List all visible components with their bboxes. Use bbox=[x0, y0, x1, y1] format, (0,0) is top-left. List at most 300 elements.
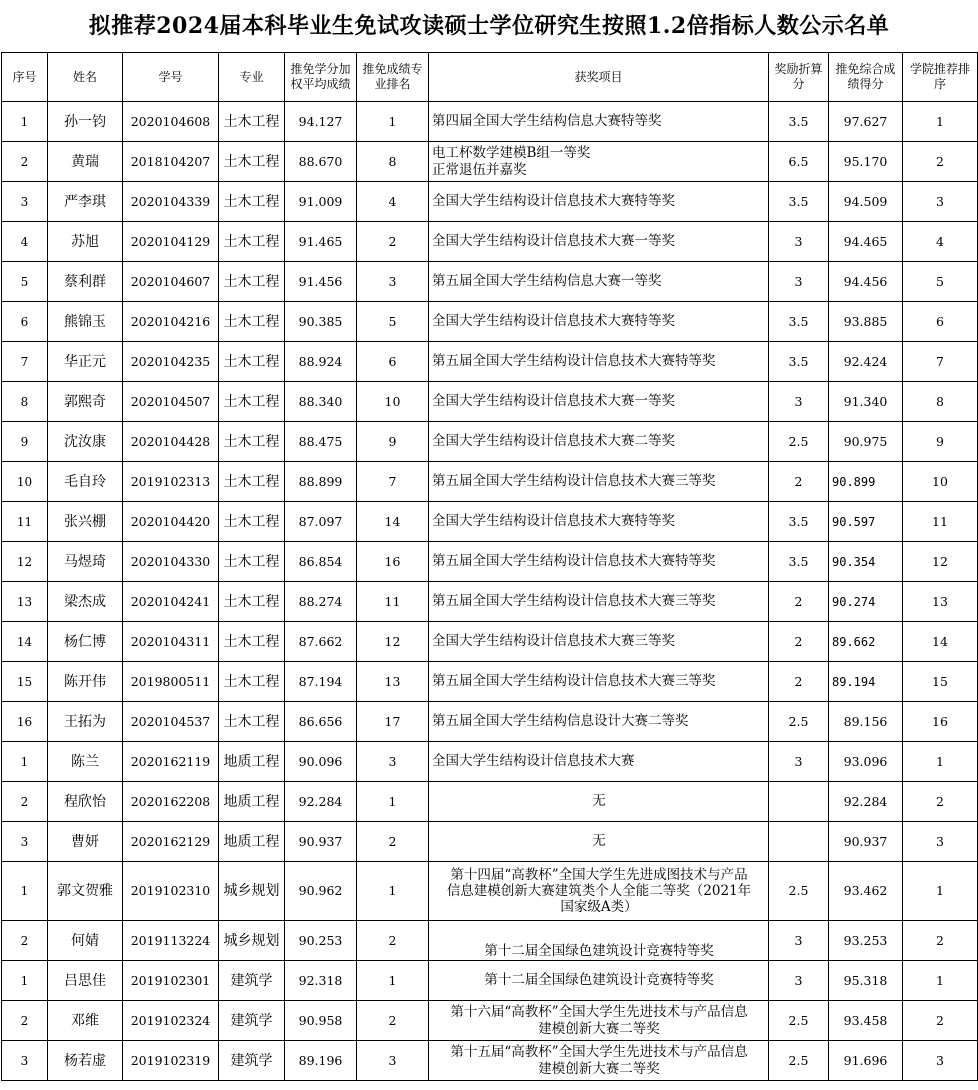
cell-college-rank: 3 bbox=[903, 182, 978, 222]
cell-student-id: 2019102313 bbox=[123, 462, 219, 502]
cell-award bbox=[429, 542, 769, 582]
cell-gpa: 91.009 bbox=[285, 182, 357, 222]
header-name: 姓名 bbox=[48, 53, 123, 102]
cell-idx: 2 bbox=[2, 142, 48, 182]
cell-award bbox=[429, 302, 769, 342]
cell-student-id: 2020104311 bbox=[123, 622, 219, 662]
table-row bbox=[2, 742, 978, 782]
cell-college-rank: 8 bbox=[903, 382, 978, 422]
cell-rank: 5 bbox=[357, 302, 429, 342]
cell-award bbox=[429, 862, 769, 921]
cell-award bbox=[429, 1041, 769, 1081]
cell-bonus: 3 bbox=[769, 262, 829, 302]
table-body bbox=[2, 102, 978, 1081]
header-rank: 推免成绩专业排名 bbox=[357, 53, 429, 102]
cell-major: 城乡规划 bbox=[219, 862, 285, 921]
cell-name: 黄瑞 bbox=[48, 142, 123, 182]
cell-bonus: 3.5 bbox=[769, 102, 829, 142]
cell-idx: 2 bbox=[2, 921, 48, 961]
cell-student-id: 2020162119 bbox=[123, 742, 219, 782]
header-idx: 序号 bbox=[2, 53, 48, 102]
cell-gpa: 86.656 bbox=[285, 702, 357, 742]
cell-bonus: 3 bbox=[769, 382, 829, 422]
cell-name: 吕思佳 bbox=[48, 961, 123, 1001]
table-row bbox=[2, 782, 978, 822]
cell-student-id: 2020104607 bbox=[123, 262, 219, 302]
award-line: 全国大学生结构设计信息技术大赛特等奖 bbox=[432, 313, 675, 329]
cell-college-rank: 2 bbox=[903, 142, 978, 182]
award-line: 正常退伍并嘉奖 bbox=[432, 161, 527, 178]
table-row bbox=[2, 462, 978, 502]
cell-total: 90.597 bbox=[829, 502, 903, 542]
table-row bbox=[2, 622, 978, 662]
cell-gpa: 92.284 bbox=[285, 782, 357, 822]
cell-bonus: 3 bbox=[769, 921, 829, 961]
cell-gpa: 88.670 bbox=[285, 142, 357, 182]
cell-college-rank: 3 bbox=[903, 1041, 978, 1081]
page-title: 拟推荐2024届本科毕业生免试攻读硕士学位研究生按照1.2倍指标人数公示名单 bbox=[88, 13, 890, 39]
cell-gpa: 88.340 bbox=[285, 382, 357, 422]
cell-name: 郭熙奇 bbox=[48, 382, 123, 422]
cell-college-rank: 5 bbox=[903, 262, 978, 302]
cell-bonus: 3 bbox=[769, 742, 829, 782]
cell-gpa: 91.456 bbox=[285, 262, 357, 302]
cell-student-id: 2019102301 bbox=[123, 961, 219, 1001]
cell-gpa: 87.097 bbox=[285, 502, 357, 542]
cell-major: 土木工程 bbox=[219, 302, 285, 342]
cell-award bbox=[429, 262, 769, 302]
cell-name: 郭文贺雅 bbox=[48, 862, 123, 921]
cell-total: 91.340 bbox=[829, 382, 903, 422]
cell-college-rank: 15 bbox=[903, 662, 978, 702]
cell-college-rank: 7 bbox=[903, 342, 978, 382]
cell-major: 土木工程 bbox=[219, 222, 285, 262]
cell-rank: 2 bbox=[357, 921, 429, 961]
cell-award bbox=[429, 662, 769, 702]
cell-student-id: 2020104428 bbox=[123, 422, 219, 462]
award-line: 国家级A类） bbox=[560, 899, 638, 915]
cell-rank: 13 bbox=[357, 662, 429, 702]
table-row bbox=[2, 142, 978, 182]
cell-major: 土木工程 bbox=[219, 622, 285, 662]
header-total: 推免综合成绩得分 bbox=[829, 53, 903, 102]
cell-student-id: 2020162129 bbox=[123, 822, 219, 862]
cell-bonus: 6.5 bbox=[769, 142, 829, 182]
cell-rank: 2 bbox=[357, 822, 429, 862]
table-row bbox=[2, 182, 978, 222]
cell-rank: 16 bbox=[357, 542, 429, 582]
cell-bonus: 2 bbox=[769, 462, 829, 502]
cell-total: 93.096 bbox=[829, 742, 903, 782]
cell-total: 92.284 bbox=[829, 782, 903, 822]
award-line: 信息建模创新大赛建筑类个人全能二等奖（2021年 bbox=[446, 883, 752, 899]
cell-student-id: 2020104216 bbox=[123, 302, 219, 342]
cell-name: 毛自玲 bbox=[48, 462, 123, 502]
award-line: 建模创新大赛二等奖 bbox=[538, 1020, 660, 1037]
table-row bbox=[2, 582, 978, 622]
cell-rank: 10 bbox=[357, 382, 429, 422]
table-row bbox=[2, 102, 978, 142]
cell-total: 90.975 bbox=[829, 422, 903, 462]
award-line: 建模创新大赛二等奖 bbox=[538, 1060, 660, 1077]
cell-bonus bbox=[769, 822, 829, 862]
cell-total: 94.465 bbox=[829, 222, 903, 262]
cell-gpa: 87.194 bbox=[285, 662, 357, 702]
cell-bonus: 3.5 bbox=[769, 342, 829, 382]
table-row bbox=[2, 1001, 978, 1041]
cell-award bbox=[429, 342, 769, 382]
header-bonus: 奖励折算分 bbox=[769, 53, 829, 102]
cell-student-id: 2019102324 bbox=[123, 1001, 219, 1041]
cell-idx: 13 bbox=[2, 582, 48, 622]
cell-college-rank: 4 bbox=[903, 222, 978, 262]
cell-bonus: 2.5 bbox=[769, 422, 829, 462]
cell-rank: 8 bbox=[357, 142, 429, 182]
cell-name: 张兴棚 bbox=[48, 502, 123, 542]
cell-total: 93.885 bbox=[829, 302, 903, 342]
header-sid: 学号 bbox=[123, 53, 219, 102]
cell-total: 90.354 bbox=[829, 542, 903, 582]
cell-idx: 9 bbox=[2, 422, 48, 462]
cell-gpa: 92.318 bbox=[285, 961, 357, 1001]
cell-total: 89.156 bbox=[829, 702, 903, 742]
cell-student-id: 2018104207 bbox=[123, 142, 219, 182]
cell-gpa: 90.962 bbox=[285, 862, 357, 921]
cell-gpa: 90.958 bbox=[285, 1001, 357, 1041]
cell-award bbox=[429, 822, 769, 862]
cell-total: 94.456 bbox=[829, 262, 903, 302]
award-line: 第五届全国大学生结构信息设计大赛二等奖 bbox=[432, 713, 689, 729]
table-row bbox=[2, 662, 978, 702]
cell-college-rank: 10 bbox=[903, 462, 978, 502]
cell-gpa: 88.924 bbox=[285, 342, 357, 382]
cell-major: 土木工程 bbox=[219, 262, 285, 302]
cell-major: 土木工程 bbox=[219, 342, 285, 382]
cell-idx: 3 bbox=[2, 182, 48, 222]
cell-major: 地质工程 bbox=[219, 782, 285, 822]
cell-gpa: 88.475 bbox=[285, 422, 357, 462]
cell-award bbox=[429, 182, 769, 222]
cell-total: 90.899 bbox=[829, 462, 903, 502]
award-line: 第十二届全国绿色建筑设计竞赛特等奖 bbox=[484, 972, 714, 988]
award-line: 全国大学生结构设计信息技术大赛一等奖 bbox=[432, 393, 675, 409]
award-line: 第四届全国大学生结构信息大赛特等奖 bbox=[432, 113, 662, 129]
header-gpa: 推免学分加权平均成绩 bbox=[285, 53, 357, 102]
cell-major: 土木工程 bbox=[219, 502, 285, 542]
cell-total: 91.696 bbox=[829, 1041, 903, 1081]
cell-major: 土木工程 bbox=[219, 382, 285, 422]
cell-name: 梁杰成 bbox=[48, 582, 123, 622]
award-line: 第五届全国大学生结构设计信息技术大赛三等奖 bbox=[432, 593, 716, 609]
cell-rank: 7 bbox=[357, 462, 429, 502]
table-row bbox=[2, 702, 978, 742]
award-line: 无 bbox=[592, 833, 606, 849]
cell-total: 92.424 bbox=[829, 342, 903, 382]
cell-idx: 7 bbox=[2, 342, 48, 382]
cell-major: 土木工程 bbox=[219, 662, 285, 702]
cell-award bbox=[429, 582, 769, 622]
cell-idx: 1 bbox=[2, 742, 48, 782]
cell-bonus: 3.5 bbox=[769, 182, 829, 222]
cell-college-rank: 12 bbox=[903, 542, 978, 582]
cell-total: 93.253 bbox=[829, 921, 903, 961]
cell-total: 89.194 bbox=[829, 662, 903, 702]
cell-award bbox=[429, 222, 769, 262]
cell-college-rank: 1 bbox=[903, 961, 978, 1001]
cell-total: 89.662 bbox=[829, 622, 903, 662]
cell-major: 土木工程 bbox=[219, 102, 285, 142]
table-row bbox=[2, 862, 978, 921]
cell-rank: 14 bbox=[357, 502, 429, 542]
table-row bbox=[2, 961, 978, 1001]
award-line: 电工杯数学建模B组一等奖 bbox=[432, 144, 591, 161]
cell-rank: 12 bbox=[357, 622, 429, 662]
table-row bbox=[2, 921, 978, 961]
cell-rank: 6 bbox=[357, 342, 429, 382]
cell-rank: 9 bbox=[357, 422, 429, 462]
cell-gpa: 90.096 bbox=[285, 742, 357, 782]
cell-student-id: 2020104339 bbox=[123, 182, 219, 222]
cell-gpa: 89.196 bbox=[285, 1041, 357, 1081]
cell-name: 苏旭 bbox=[48, 222, 123, 262]
cell-college-rank: 16 bbox=[903, 702, 978, 742]
cell-bonus: 2 bbox=[769, 622, 829, 662]
award-line: 全国大学生结构设计信息技术大赛一等奖 bbox=[432, 233, 675, 249]
table-row bbox=[2, 1041, 978, 1081]
cell-college-rank: 1 bbox=[903, 742, 978, 782]
cell-rank: 4 bbox=[357, 182, 429, 222]
cell-name: 沈汝康 bbox=[48, 422, 123, 462]
award-line: 无 bbox=[592, 793, 606, 809]
cell-award bbox=[429, 702, 769, 742]
cell-name: 程欣怡 bbox=[48, 782, 123, 822]
cell-rank: 3 bbox=[357, 1041, 429, 1081]
cell-name: 陈兰 bbox=[48, 742, 123, 782]
cell-student-id: 2020104507 bbox=[123, 382, 219, 422]
cell-student-id: 2020104129 bbox=[123, 222, 219, 262]
award-line: 第五届全国大学生结构设计信息技术大赛特等奖 bbox=[432, 553, 716, 569]
cell-idx: 14 bbox=[2, 622, 48, 662]
cell-major: 土木工程 bbox=[219, 142, 285, 182]
cell-total: 95.318 bbox=[829, 961, 903, 1001]
cell-rank: 3 bbox=[357, 262, 429, 302]
cell-total: 93.458 bbox=[829, 1001, 903, 1041]
cell-name: 马煜琦 bbox=[48, 542, 123, 582]
cell-gpa: 94.127 bbox=[285, 102, 357, 142]
cell-rank: 3 bbox=[357, 742, 429, 782]
cell-total: 93.462 bbox=[829, 862, 903, 921]
cell-idx: 4 bbox=[2, 222, 48, 262]
cell-gpa: 90.385 bbox=[285, 302, 357, 342]
cell-bonus: 2 bbox=[769, 662, 829, 702]
cell-gpa: 88.899 bbox=[285, 462, 357, 502]
cell-idx: 16 bbox=[2, 702, 48, 742]
cell-award bbox=[429, 1001, 769, 1041]
cell-college-rank: 1 bbox=[903, 102, 978, 142]
cell-bonus: 3.5 bbox=[769, 502, 829, 542]
cell-idx: 11 bbox=[2, 502, 48, 542]
cell-college-rank: 14 bbox=[903, 622, 978, 662]
cell-name: 杨若虚 bbox=[48, 1041, 123, 1081]
cell-bonus: 2 bbox=[769, 582, 829, 622]
cell-idx: 8 bbox=[2, 382, 48, 422]
cell-name: 孙一钧 bbox=[48, 102, 123, 142]
cell-major: 地质工程 bbox=[219, 742, 285, 782]
cell-name: 杨仁博 bbox=[48, 622, 123, 662]
cell-award bbox=[429, 462, 769, 502]
cell-student-id: 2020104241 bbox=[123, 582, 219, 622]
cell-student-id: 2020104235 bbox=[123, 342, 219, 382]
cell-award bbox=[429, 742, 769, 782]
cell-rank: 2 bbox=[357, 1001, 429, 1041]
cell-bonus bbox=[769, 782, 829, 822]
cell-idx: 10 bbox=[2, 462, 48, 502]
cell-gpa: 91.465 bbox=[285, 222, 357, 262]
table-row bbox=[2, 502, 978, 542]
award-line: 第五届全国大学生结构设计信息技术大赛特等奖 bbox=[432, 353, 716, 369]
cell-bonus: 2.5 bbox=[769, 1041, 829, 1081]
award-line: 全国大学生结构设计信息技术大赛特等奖 bbox=[432, 513, 675, 529]
award-line: 第十六届“高教杯”全国大学生先进技术与产品信息 bbox=[450, 1003, 748, 1020]
header-award: 获奖项目 bbox=[429, 53, 769, 102]
cell-student-id: 2020104608 bbox=[123, 102, 219, 142]
cell-total: 90.937 bbox=[829, 822, 903, 862]
award-line: 第五届全国大学生结构信息大赛一等奖 bbox=[432, 273, 662, 289]
cell-major: 土木工程 bbox=[219, 702, 285, 742]
cell-rank: 2 bbox=[357, 222, 429, 262]
cell-award bbox=[429, 921, 769, 961]
cell-idx: 1 bbox=[2, 961, 48, 1001]
cell-student-id: 2019800511 bbox=[123, 662, 219, 702]
cell-major: 城乡规划 bbox=[219, 921, 285, 961]
cell-name: 熊锦玉 bbox=[48, 302, 123, 342]
cell-rank: 1 bbox=[357, 102, 429, 142]
cell-major: 建筑学 bbox=[219, 1001, 285, 1041]
cell-award bbox=[429, 782, 769, 822]
cell-bonus: 2.5 bbox=[769, 702, 829, 742]
cell-total: 97.627 bbox=[829, 102, 903, 142]
cell-major: 土木工程 bbox=[219, 462, 285, 502]
table-row bbox=[2, 422, 978, 462]
cell-major: 地质工程 bbox=[219, 822, 285, 862]
cell-award bbox=[429, 502, 769, 542]
cell-idx: 5 bbox=[2, 262, 48, 302]
header-row bbox=[2, 53, 978, 102]
cell-student-id: 2019113224 bbox=[123, 921, 219, 961]
cell-bonus: 3 bbox=[769, 222, 829, 262]
cell-major: 土木工程 bbox=[219, 422, 285, 462]
cell-college-rank: 2 bbox=[903, 1001, 978, 1041]
cell-idx: 3 bbox=[2, 1041, 48, 1081]
cell-student-id: 2020104420 bbox=[123, 502, 219, 542]
cell-award bbox=[429, 422, 769, 462]
cell-award bbox=[429, 622, 769, 662]
table-row bbox=[2, 302, 978, 342]
cell-name: 华正元 bbox=[48, 342, 123, 382]
cell-college-rank: 11 bbox=[903, 502, 978, 542]
cell-bonus: 3 bbox=[769, 961, 829, 1001]
cell-rank: 1 bbox=[357, 862, 429, 921]
cell-college-rank: 9 bbox=[903, 422, 978, 462]
cell-major: 土木工程 bbox=[219, 182, 285, 222]
cell-name: 何婧 bbox=[48, 921, 123, 961]
cell-gpa: 86.854 bbox=[285, 542, 357, 582]
cell-name: 蔡利群 bbox=[48, 262, 123, 302]
cell-award bbox=[429, 961, 769, 1001]
cell-idx: 15 bbox=[2, 662, 48, 702]
cell-major: 土木工程 bbox=[219, 582, 285, 622]
cell-total: 94.509 bbox=[829, 182, 903, 222]
cell-student-id: 2020162208 bbox=[123, 782, 219, 822]
cell-gpa: 88.274 bbox=[285, 582, 357, 622]
cell-idx: 2 bbox=[2, 782, 48, 822]
cell-student-id: 2019102310 bbox=[123, 862, 219, 921]
cell-student-id: 2020104537 bbox=[123, 702, 219, 742]
cell-idx: 6 bbox=[2, 302, 48, 342]
cell-rank: 11 bbox=[357, 582, 429, 622]
cell-award bbox=[429, 102, 769, 142]
cell-college-rank: 3 bbox=[903, 822, 978, 862]
cell-student-id: 2019102319 bbox=[123, 1041, 219, 1081]
cell-bonus: 3.5 bbox=[769, 542, 829, 582]
cell-award bbox=[429, 382, 769, 422]
cell-total: 95.170 bbox=[829, 142, 903, 182]
nominee-table bbox=[1, 52, 978, 1081]
cell-name: 曹妍 bbox=[48, 822, 123, 862]
cell-gpa: 90.937 bbox=[285, 822, 357, 862]
table-row bbox=[2, 382, 978, 422]
cell-college-rank: 13 bbox=[903, 582, 978, 622]
table-row bbox=[2, 542, 978, 582]
award-line: 第十五届“高教杯”全国大学生先进技术与产品信息 bbox=[450, 1043, 748, 1060]
cell-name: 王拓为 bbox=[48, 702, 123, 742]
cell-student-id: 2020104330 bbox=[123, 542, 219, 582]
cell-major: 建筑学 bbox=[219, 961, 285, 1001]
cell-bonus: 3.5 bbox=[769, 302, 829, 342]
award-line: 第十四届“高教杯”全国大学生先进成图技术与产品 bbox=[450, 867, 748, 883]
cell-gpa: 90.253 bbox=[285, 921, 357, 961]
cell-college-rank: 1 bbox=[903, 862, 978, 921]
cell-major: 土木工程 bbox=[219, 542, 285, 582]
table-row bbox=[2, 262, 978, 302]
cell-bonus: 2.5 bbox=[769, 1001, 829, 1041]
award-line: 第五届全国大学生结构设计信息技术大赛三等奖 bbox=[432, 473, 716, 489]
header-major: 专业 bbox=[219, 53, 285, 102]
cell-name: 严李琪 bbox=[48, 182, 123, 222]
cell-rank: 17 bbox=[357, 702, 429, 742]
table-row bbox=[2, 822, 978, 862]
cell-college-rank: 6 bbox=[903, 302, 978, 342]
table-row bbox=[2, 342, 978, 382]
cell-award bbox=[429, 142, 769, 182]
award-line: 全国大学生结构设计信息技术大赛 bbox=[432, 753, 635, 769]
cell-name: 陈开伟 bbox=[48, 662, 123, 702]
award-line: 全国大学生结构设计信息技术大赛特等奖 bbox=[432, 193, 675, 209]
award-line: 全国大学生结构设计信息技术大赛二等奖 bbox=[432, 433, 675, 449]
award-line: 全国大学生结构设计信息技术大赛三等奖 bbox=[432, 633, 675, 649]
cell-idx: 1 bbox=[2, 102, 48, 142]
cell-rank: 1 bbox=[357, 782, 429, 822]
cell-major: 建筑学 bbox=[219, 1041, 285, 1081]
award-line: 第五届全国大学生结构设计信息技术大赛三等奖 bbox=[432, 673, 716, 689]
cell-idx: 2 bbox=[2, 1001, 48, 1041]
cell-gpa: 87.662 bbox=[285, 622, 357, 662]
cell-bonus: 2.5 bbox=[769, 862, 829, 921]
cell-idx: 3 bbox=[2, 822, 48, 862]
cell-idx: 1 bbox=[2, 862, 48, 921]
award-line: 第十二届全国绿色建筑设计竞赛特等奖 bbox=[484, 943, 714, 959]
table-row bbox=[2, 222, 978, 262]
